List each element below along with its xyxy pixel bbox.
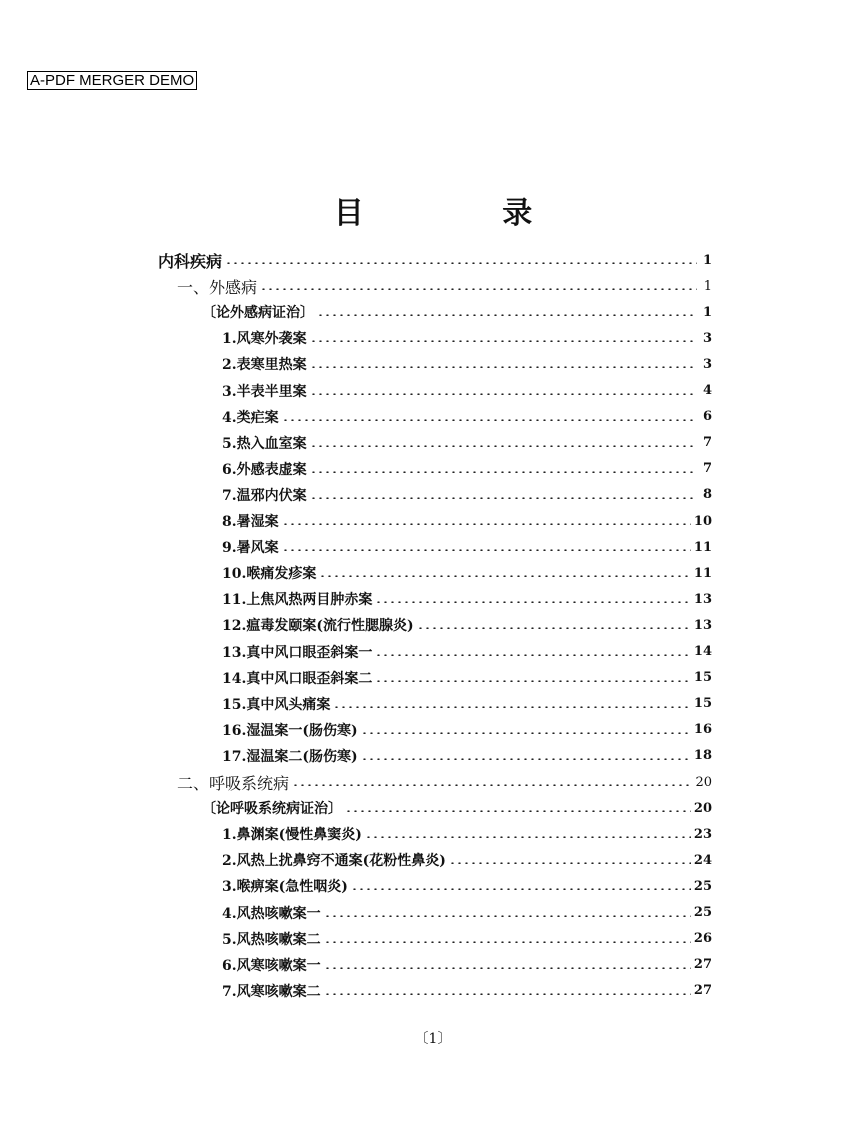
toc-entry-title: 5.风热咳嗽案二 bbox=[222, 931, 321, 948]
toc-entry-title: 17.湿温案二(肠伤寒) bbox=[222, 748, 358, 765]
toc-entry-page: 7 bbox=[702, 435, 712, 451]
toc-entry-title: 7.温邪内伏案 bbox=[222, 487, 307, 504]
toc-entry bbox=[222, 640, 712, 664]
toc-entry bbox=[222, 744, 712, 768]
toc-entry-page: 3 bbox=[702, 330, 712, 346]
toc-entry-title: 4.风热咳嗽案一 bbox=[222, 905, 321, 922]
toc-entry bbox=[202, 300, 712, 324]
dot-leader bbox=[324, 941, 691, 943]
toc-entry-page: 11 bbox=[693, 539, 712, 555]
toc-entry-title: 11.上焦风热两目肿赤案 bbox=[222, 592, 373, 609]
dot-leader bbox=[319, 575, 691, 577]
toc-entry-page: 13 bbox=[693, 591, 712, 607]
toc-entry-page: 18 bbox=[693, 748, 712, 764]
toc-entry bbox=[222, 483, 712, 507]
toc-entry-title: 9.暑风案 bbox=[222, 540, 279, 557]
toc-entry-title: 16.湿温案一(肠伤寒) bbox=[222, 722, 358, 739]
toc-entry-title: 6.风寒咳嗽案一 bbox=[222, 957, 321, 974]
dot-leader bbox=[351, 888, 691, 890]
toc-entry bbox=[222, 953, 712, 977]
toc-entry-title: 6.外感表虚案 bbox=[222, 461, 307, 478]
toc-entry-page: 13 bbox=[693, 617, 712, 633]
toc-entry-title: 1.鼻渊案(慢性鼻窦炎) bbox=[222, 827, 362, 844]
toc-entry-page: 14 bbox=[693, 644, 712, 659]
toc-entry-page: 20 bbox=[695, 774, 712, 790]
dot-leader bbox=[282, 549, 691, 551]
dot-leader bbox=[310, 366, 697, 368]
dot-leader bbox=[310, 471, 697, 473]
dot-leader bbox=[449, 862, 691, 864]
toc-entry-page: 4 bbox=[702, 383, 712, 398]
toc-entry-page: 3 bbox=[702, 356, 712, 372]
toc-entry bbox=[222, 405, 712, 429]
dot-leader bbox=[324, 993, 691, 995]
dot-leader bbox=[324, 967, 691, 969]
toc-entry-page: 16 bbox=[693, 722, 712, 738]
toc-entry-page: 26 bbox=[693, 931, 712, 947]
toc-entry-title: 7.风寒咳嗽案二 bbox=[222, 983, 321, 1000]
toc-entry-title: 内科疾病 bbox=[158, 251, 223, 271]
dot-leader bbox=[375, 680, 691, 682]
toc-entry-page: 7 bbox=[702, 461, 712, 477]
dot-leader bbox=[260, 288, 697, 290]
dot-leader bbox=[225, 262, 697, 264]
toc-entry bbox=[158, 248, 712, 272]
toc-entry bbox=[222, 613, 712, 637]
toc-entry-title: 4.类疟案 bbox=[222, 409, 279, 426]
toc-entry bbox=[222, 561, 712, 585]
toc-entry bbox=[222, 979, 712, 1003]
dot-leader bbox=[417, 627, 691, 629]
toc-entry-page: 1 bbox=[702, 304, 712, 320]
toc-entry-page: 11 bbox=[693, 565, 712, 581]
toc-entry bbox=[222, 692, 712, 716]
dot-leader bbox=[282, 419, 697, 421]
dot-leader bbox=[310, 340, 697, 342]
toc-entry-title: 〔论呼吸系统病证治〕 bbox=[202, 801, 342, 818]
toc-entry-page: 6 bbox=[702, 409, 712, 425]
toc-entry-title: 15.真中风头痛案 bbox=[222, 696, 331, 713]
toc-entry-title: 二、呼吸系统病 bbox=[177, 773, 290, 793]
toc-entry bbox=[222, 822, 712, 846]
toc-entry-page: 20 bbox=[693, 800, 712, 816]
dot-leader bbox=[324, 915, 691, 917]
dot-leader bbox=[310, 393, 697, 395]
page-title: 目 录 bbox=[333, 196, 597, 231]
toc-entry-title: 12.瘟毒发颐案(流行性腮腺炎) bbox=[222, 618, 414, 635]
toc-entry-page: 25 bbox=[693, 905, 712, 920]
toc-entry-page: 15 bbox=[693, 670, 712, 686]
toc-entry-title: 一、外感病 bbox=[177, 277, 258, 297]
toc-entry-page: 1 bbox=[702, 252, 712, 268]
toc-entry bbox=[222, 927, 712, 951]
page-number: 〔1〕 bbox=[414, 1031, 452, 1047]
toc-entry-page: 1 bbox=[703, 278, 712, 294]
toc-entry bbox=[222, 901, 712, 925]
toc-entry-title: 5.热入血室案 bbox=[222, 435, 307, 452]
toc-entry-title: 2.风热上扰鼻窍不通案(花粉性鼻炎) bbox=[222, 853, 446, 870]
toc-entry-page: 27 bbox=[693, 983, 712, 999]
toc-entry-title: 1.风寒外袭案 bbox=[222, 331, 307, 348]
toc-entry-title: 3.半表半里案 bbox=[222, 383, 307, 400]
toc-entry bbox=[177, 274, 712, 298]
toc-entry bbox=[222, 457, 712, 481]
toc-entry bbox=[177, 770, 712, 794]
toc-entry-title: 2.表寒里热案 bbox=[222, 357, 307, 374]
demo-watermark: A-PDF MERGER DEMO bbox=[27, 71, 197, 90]
dot-leader bbox=[345, 810, 691, 812]
toc-entry bbox=[222, 509, 712, 533]
dot-leader bbox=[310, 497, 697, 499]
toc-entry bbox=[222, 379, 712, 403]
toc-entry bbox=[222, 874, 712, 898]
toc-entry-title: 10.喉痛发疹案 bbox=[222, 566, 317, 583]
toc-entry bbox=[222, 535, 712, 559]
dot-leader bbox=[361, 732, 691, 734]
dot-leader bbox=[292, 784, 692, 786]
toc-entry-title: 〔论外感病证治〕 bbox=[202, 305, 314, 322]
toc-entry-title: 13.真中风口眼歪斜案一 bbox=[222, 644, 373, 661]
dot-leader bbox=[310, 445, 697, 447]
toc-entry bbox=[202, 796, 712, 820]
toc-entry bbox=[222, 352, 712, 376]
toc-entry-page: 25 bbox=[693, 878, 712, 894]
toc-entry-page: 15 bbox=[693, 696, 712, 712]
dot-leader bbox=[317, 314, 697, 316]
dot-leader bbox=[365, 836, 691, 838]
dot-leader bbox=[375, 601, 691, 603]
toc-entry bbox=[222, 326, 712, 350]
toc-entry bbox=[222, 431, 712, 455]
toc-entry-page: 27 bbox=[693, 957, 712, 973]
toc-entry bbox=[222, 718, 712, 742]
dot-leader bbox=[361, 758, 691, 760]
dot-leader bbox=[282, 523, 691, 525]
toc-entry-page: 10 bbox=[693, 513, 712, 529]
toc-entry-title: 14.真中风口眼歪斜案二 bbox=[222, 670, 373, 687]
dot-leader bbox=[375, 654, 691, 656]
toc-entry-page: 24 bbox=[693, 852, 712, 868]
toc-entry-page: 8 bbox=[702, 487, 712, 503]
toc-entry bbox=[222, 666, 712, 690]
toc-entry bbox=[222, 587, 712, 611]
toc-entry bbox=[222, 848, 712, 872]
toc-entry-title: 3.喉痹案(急性咽炎) bbox=[222, 879, 348, 896]
dot-leader bbox=[333, 706, 691, 708]
toc-entry-title: 8.暑湿案 bbox=[222, 514, 279, 530]
toc-entry-page: 23 bbox=[693, 826, 712, 842]
